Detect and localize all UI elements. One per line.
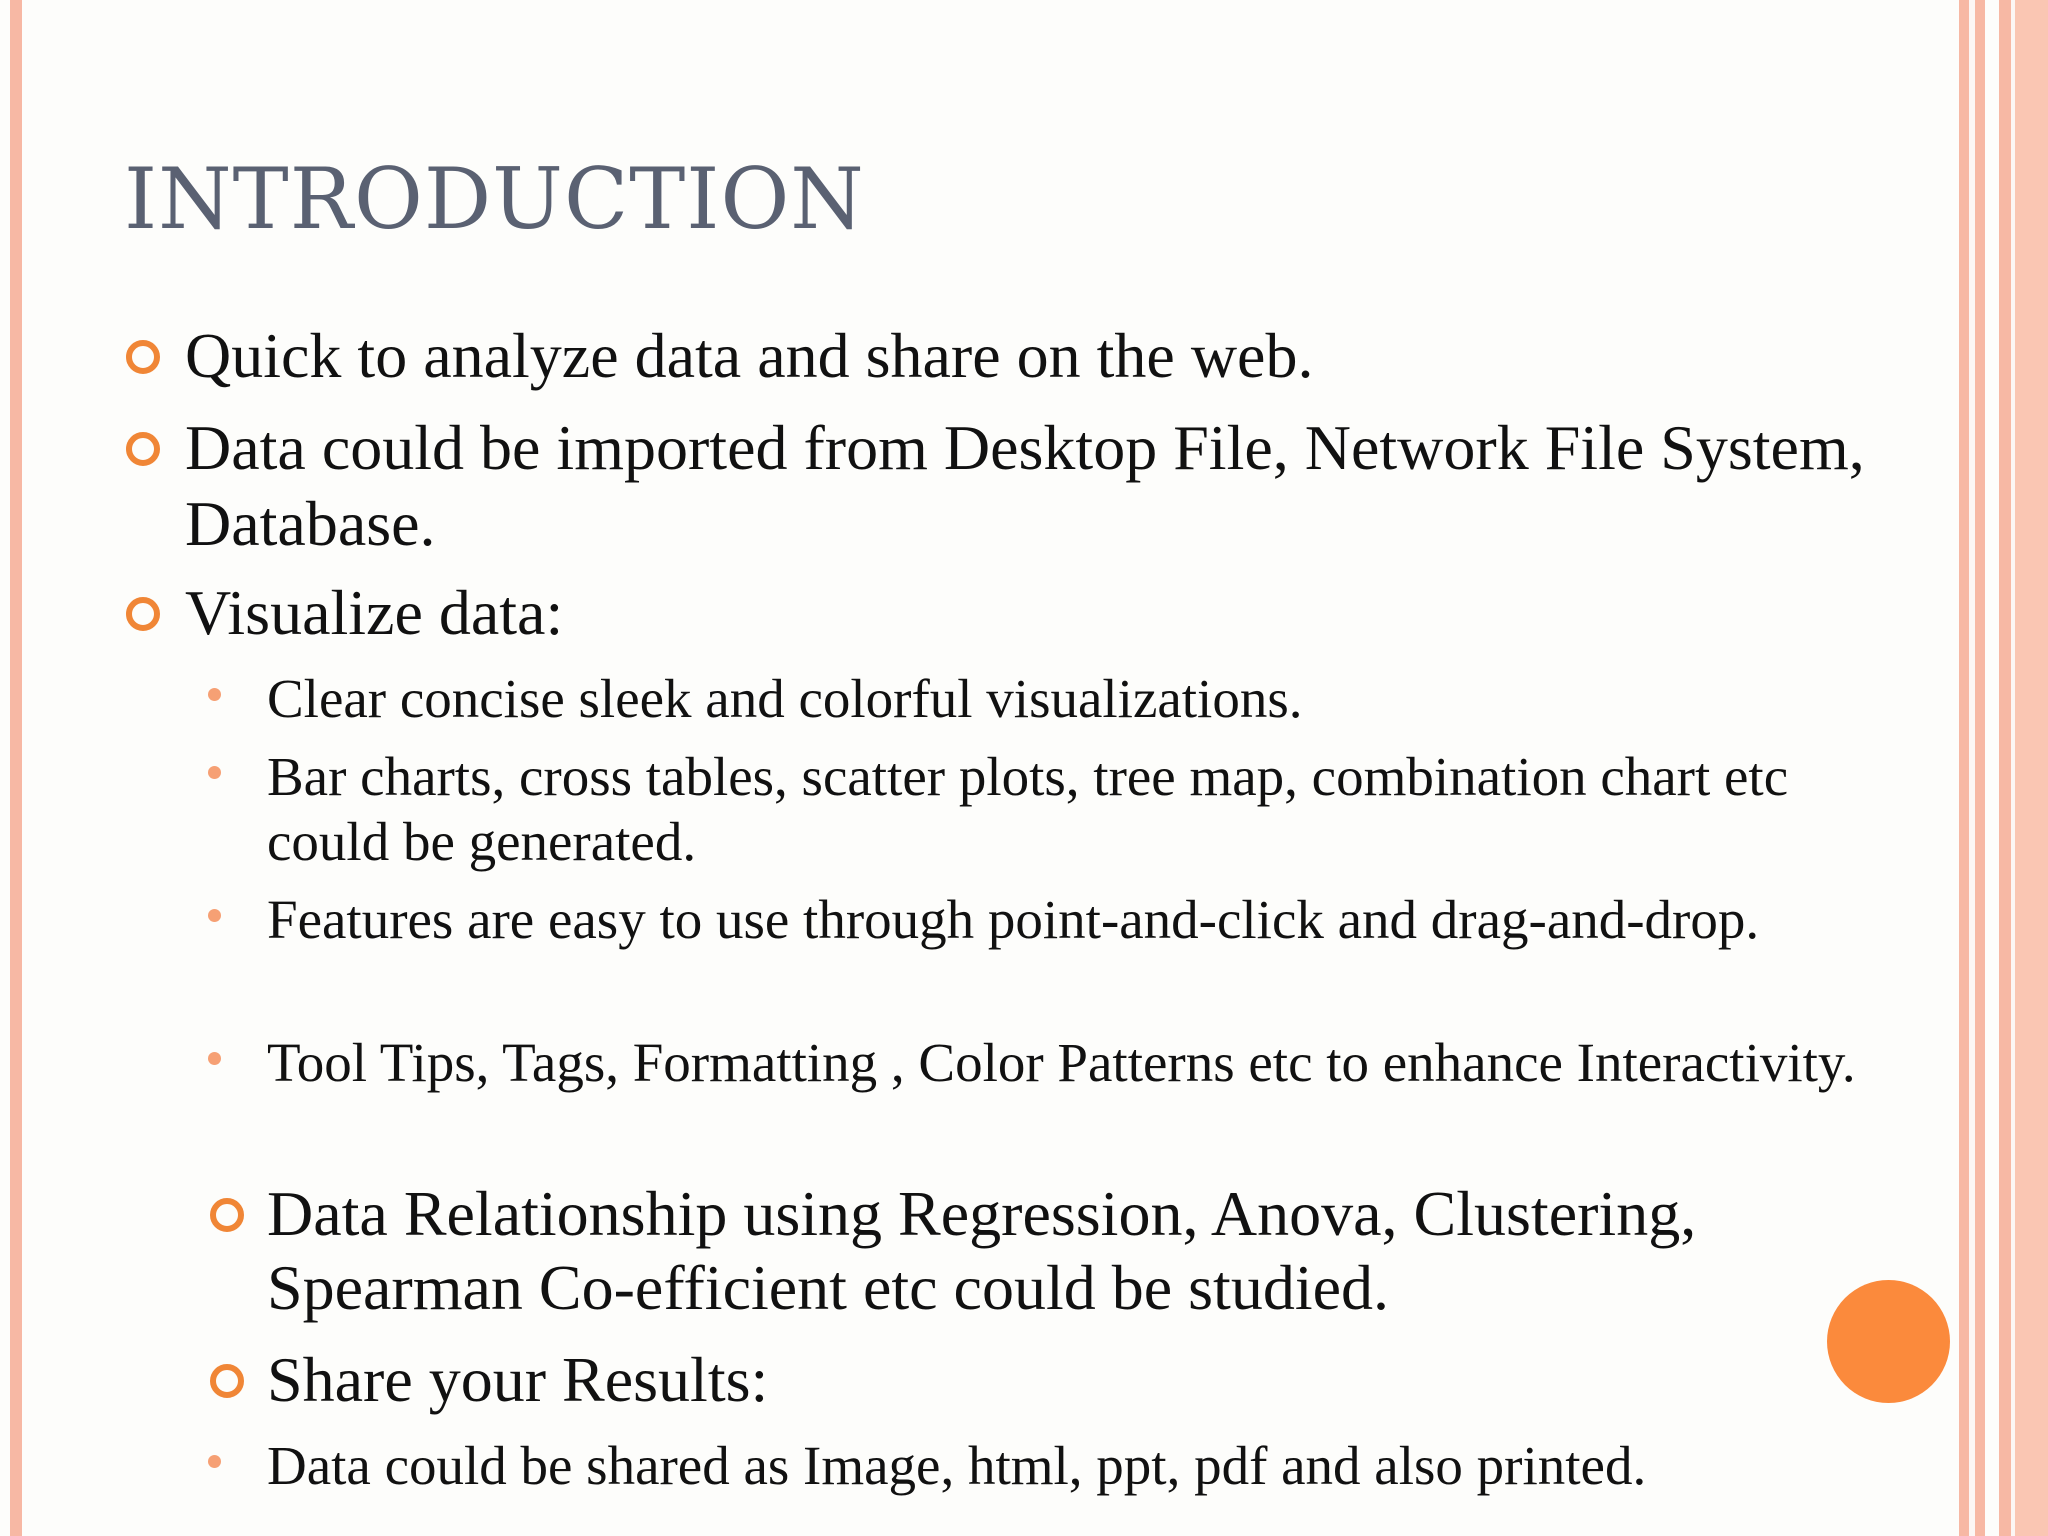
left-border-decoration [10, 0, 22, 1536]
list-item: Quick to analyze data and share on the web. [185, 320, 1314, 391]
dot-bullet-icon [208, 1052, 221, 1065]
dot-bullet-icon [208, 766, 221, 779]
ring-bullet-icon [210, 1198, 244, 1232]
right-stripe-decoration [1959, 0, 1969, 1536]
list-item: Share your Results: [267, 1344, 769, 1415]
list-item: Clear concise sleek and colorful visualizations. [267, 668, 1303, 729]
dot-bullet-icon [208, 1455, 221, 1468]
ring-bullet-icon [126, 597, 160, 631]
right-stripe-decoration [1999, 0, 2011, 1536]
ring-bullet-icon [126, 432, 160, 466]
list-item: Tool Tips, Tags, Formatting , Color Patterns etc to enhance Interactivity. [267, 1032, 1856, 1093]
dot-bullet-icon [208, 909, 221, 922]
ring-bullet-icon [210, 1364, 244, 1398]
list-item: Data Relationship using Regression, Anova, Clustering, Spearman Co-efficient etc could be studied. [267, 1178, 1697, 1323]
ring-bullet-icon [126, 340, 160, 374]
dot-bullet-icon [208, 688, 221, 701]
right-stripe-decoration [1975, 0, 1985, 1536]
slide-title: INTRODUCTION [124, 150, 865, 248]
right-stripe-decoration [2015, 0, 2048, 1536]
list-item: Features are easy to use through point-and-click and drag-and-drop. [267, 889, 1760, 950]
list-item: Data could be shared as Image, html, ppt, pdf and also printed. [267, 1435, 1647, 1496]
right-stripe-decoration [1985, 0, 1999, 1536]
list-item: Bar charts, cross tables, scatter plots, tree map, combination chart etc could be generated. [267, 746, 1789, 872]
list-item: Visualize data: [185, 577, 564, 648]
list-item: Data could be imported from Desktop File, Network File System, Database. [185, 412, 1865, 559]
